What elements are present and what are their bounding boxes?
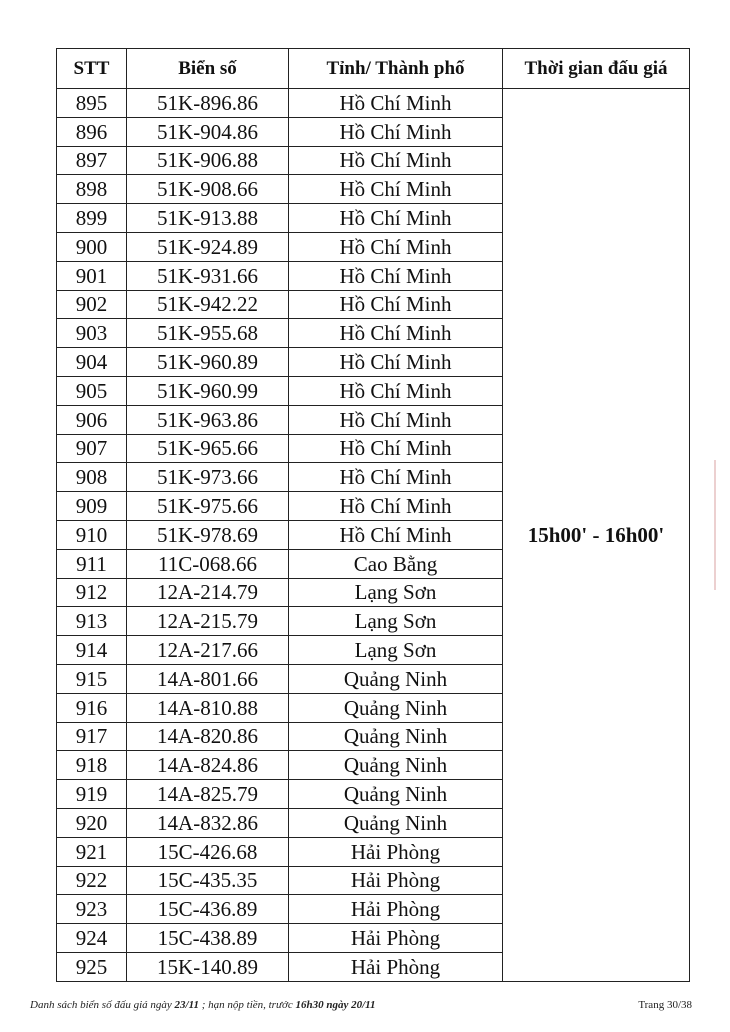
cell-stt: 897 bbox=[57, 146, 127, 175]
cell-stt: 905 bbox=[57, 376, 127, 405]
cell-province: Hồ Chí Minh bbox=[289, 434, 503, 463]
stamp-edge bbox=[714, 460, 730, 590]
cell-province: Hồ Chí Minh bbox=[289, 89, 503, 118]
cell-plate: 51K-906.88 bbox=[127, 146, 289, 175]
cell-plate: 12A-215.79 bbox=[127, 607, 289, 636]
cell-plate: 51K-931.66 bbox=[127, 261, 289, 290]
cell-stt: 900 bbox=[57, 232, 127, 261]
cell-stt: 902 bbox=[57, 290, 127, 319]
cell-stt: 923 bbox=[57, 895, 127, 924]
table-header-row bbox=[57, 49, 690, 89]
cell-province: Hồ Chí Minh bbox=[289, 348, 503, 377]
cell-stt: 913 bbox=[57, 607, 127, 636]
cell-stt: 921 bbox=[57, 837, 127, 866]
page-number: Trang 30/38 bbox=[638, 999, 692, 1011]
cell-province: Hồ Chí Minh bbox=[289, 261, 503, 290]
cell-province: Hải Phòng bbox=[289, 952, 503, 981]
cell-province: Hồ Chí Minh bbox=[289, 405, 503, 434]
cell-stt: 914 bbox=[57, 636, 127, 665]
cell-stt: 898 bbox=[57, 175, 127, 204]
cell-stt: 918 bbox=[57, 751, 127, 780]
cell-province: Hải Phòng bbox=[289, 924, 503, 953]
cell-plate: 51K-955.68 bbox=[127, 319, 289, 348]
cell-stt: 909 bbox=[57, 492, 127, 521]
cell-stt: 896 bbox=[57, 117, 127, 146]
cell-province: Cao Bằng bbox=[289, 549, 503, 578]
cell-province: Hồ Chí Minh bbox=[289, 492, 503, 521]
cell-plate: 11C-068.66 bbox=[127, 549, 289, 578]
cell-province: Hồ Chí Minh bbox=[289, 117, 503, 146]
cell-stt: 925 bbox=[57, 952, 127, 981]
cell-plate: 51K-913.88 bbox=[127, 204, 289, 233]
header-province: Tỉnh/ Thành phố bbox=[289, 49, 503, 89]
cell-province: Hồ Chí Minh bbox=[289, 463, 503, 492]
cell-stt: 915 bbox=[57, 664, 127, 693]
cell-province: Hồ Chí Minh bbox=[289, 520, 503, 549]
cell-stt: 899 bbox=[57, 204, 127, 233]
cell-stt: 917 bbox=[57, 722, 127, 751]
cell-plate: 51K-908.66 bbox=[127, 175, 289, 204]
cell-plate: 15K-140.89 bbox=[127, 952, 289, 981]
cell-province: Hồ Chí Minh bbox=[289, 175, 503, 204]
cell-plate: 12A-217.66 bbox=[127, 636, 289, 665]
cell-plate: 15C-438.89 bbox=[127, 924, 289, 953]
footer-date: 23/11 bbox=[174, 999, 199, 1011]
cell-plate: 51K-942.22 bbox=[127, 290, 289, 319]
cell-plate: 14A-824.86 bbox=[127, 751, 289, 780]
plate-table bbox=[56, 48, 690, 982]
footer-note: Danh sách biển số đấu giá ngày 23/11 ; hạn nộp tiền, trước 16h30 ngày 20/11 bbox=[30, 999, 376, 1011]
header-auction-time: Thời gian đấu giá bbox=[503, 49, 690, 89]
cell-stt: 916 bbox=[57, 693, 127, 722]
cell-province: Quảng Ninh bbox=[289, 722, 503, 751]
cell-stt: 901 bbox=[57, 261, 127, 290]
cell-plate: 14A-825.79 bbox=[127, 780, 289, 809]
cell-plate: 51K-960.99 bbox=[127, 376, 289, 405]
cell-plate: 51K-904.86 bbox=[127, 117, 289, 146]
cell-province: Hồ Chí Minh bbox=[289, 319, 503, 348]
cell-province: Hải Phòng bbox=[289, 895, 503, 924]
cell-plate: 14A-810.88 bbox=[127, 693, 289, 722]
cell-plate: 51K-963.86 bbox=[127, 405, 289, 434]
cell-province: Quảng Ninh bbox=[289, 808, 503, 837]
cell-province: Lạng Sơn bbox=[289, 607, 503, 636]
cell-province: Lạng Sơn bbox=[289, 636, 503, 665]
cell-plate: 12A-214.79 bbox=[127, 578, 289, 607]
cell-stt: 906 bbox=[57, 405, 127, 434]
cell-province: Hồ Chí Minh bbox=[289, 204, 503, 233]
table-row bbox=[57, 89, 690, 118]
cell-plate: 51K-978.69 bbox=[127, 520, 289, 549]
cell-stt: 903 bbox=[57, 319, 127, 348]
cell-province: Hồ Chí Minh bbox=[289, 232, 503, 261]
cell-plate: 51K-965.66 bbox=[127, 434, 289, 463]
cell-plate: 15C-435.35 bbox=[127, 866, 289, 895]
cell-stt: 910 bbox=[57, 520, 127, 549]
cell-auction-time: 15h00' - 16h00' bbox=[503, 89, 690, 982]
cell-stt: 895 bbox=[57, 89, 127, 118]
header-plate: Biển số bbox=[127, 49, 289, 89]
cell-province: Quảng Ninh bbox=[289, 751, 503, 780]
cell-stt: 919 bbox=[57, 780, 127, 809]
cell-province: Hải Phòng bbox=[289, 837, 503, 866]
cell-stt: 904 bbox=[57, 348, 127, 377]
cell-province: Hồ Chí Minh bbox=[289, 146, 503, 175]
cell-stt: 908 bbox=[57, 463, 127, 492]
cell-stt: 907 bbox=[57, 434, 127, 463]
cell-province: Hải Phòng bbox=[289, 866, 503, 895]
cell-province: Lạng Sơn bbox=[289, 578, 503, 607]
cell-province: Hồ Chí Minh bbox=[289, 376, 503, 405]
cell-plate: 15C-426.68 bbox=[127, 837, 289, 866]
cell-stt: 924 bbox=[57, 924, 127, 953]
footer-deadline: 16h30 ngày 20/11 bbox=[295, 999, 376, 1011]
cell-plate: 14A-832.86 bbox=[127, 808, 289, 837]
cell-plate: 51K-924.89 bbox=[127, 232, 289, 261]
cell-plate: 15C-436.89 bbox=[127, 895, 289, 924]
cell-plate: 14A-820.86 bbox=[127, 722, 289, 751]
header-stt: STT bbox=[57, 49, 127, 89]
cell-stt: 912 bbox=[57, 578, 127, 607]
cell-stt: 911 bbox=[57, 549, 127, 578]
cell-plate: 14A-801.66 bbox=[127, 664, 289, 693]
cell-province: Quảng Ninh bbox=[289, 780, 503, 809]
cell-province: Quảng Ninh bbox=[289, 664, 503, 693]
cell-stt: 922 bbox=[57, 866, 127, 895]
cell-plate: 51K-975.66 bbox=[127, 492, 289, 521]
cell-stt: 920 bbox=[57, 808, 127, 837]
cell-plate: 51K-896.86 bbox=[127, 89, 289, 118]
cell-plate: 51K-973.66 bbox=[127, 463, 289, 492]
cell-province: Quảng Ninh bbox=[289, 693, 503, 722]
cell-plate: 51K-960.89 bbox=[127, 348, 289, 377]
cell-province: Hồ Chí Minh bbox=[289, 290, 503, 319]
